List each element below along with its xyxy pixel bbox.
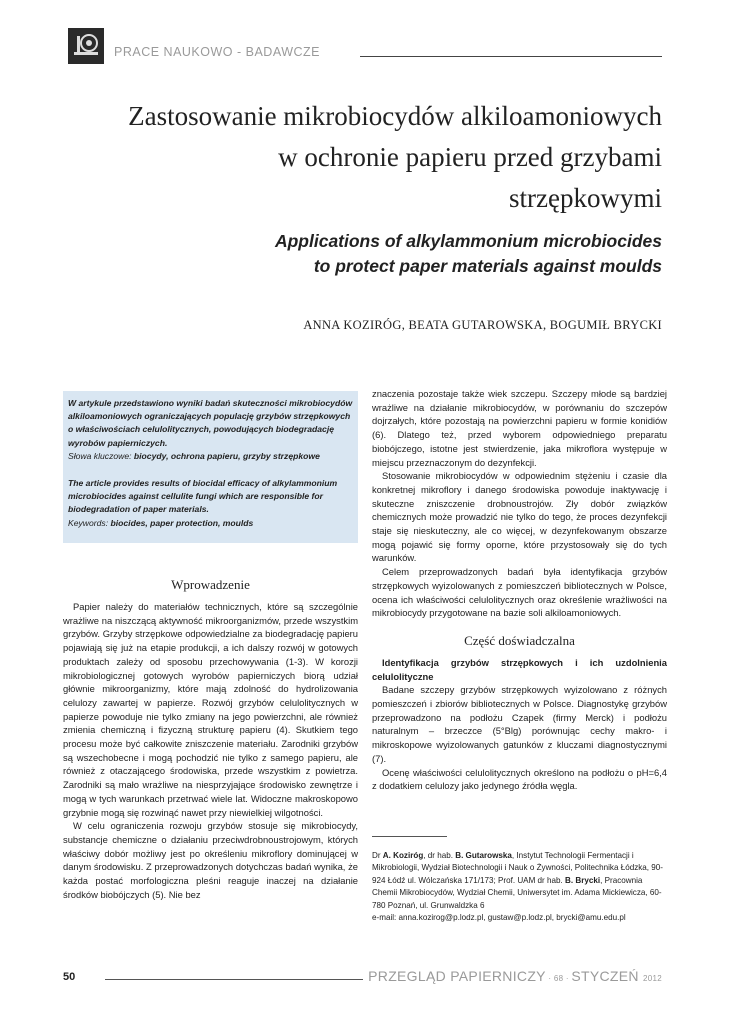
title-polish-line: Zastosowanie mikrobiocydów alkiloamoniowych	[128, 101, 662, 131]
abstract-english: The article provides results of biocidal efficacy of alkylammonium microbiocides against cellulite fungi which are responsible for biodegradation of paper materials.	[68, 478, 338, 515]
paragraph: Papier należy do materiałów technicznych, które są szczególnie wrażliwe na niszczącą aktywność mikroorganizmów, przede wszystkim grzybów. Grzyby strzępkowe odpowiedzialne za biodegradację papieru pojawiają się już na etapie produkcji, a ich dalszy rozwój w gotowych produktach zależy od sposobu przechowywania (1-3). W korozji mikrobiologicznej gotowych wyrobów papierniczych biorą udział głównie mikroorganizmy, które mają zdolność do hydrolizowania celulozy zawartej w papierze. Rozwój grzybów celulolitycznych w papierze powoduje nie tylko zmiany na jego powierzchni, ale również zmienia chemiczną i fizyczną strukturę papieru (4). Skutkiem tego procesu może być całkowite zniszczenie materiału. Zarodniki grzybów są wszechobecne i mogą pochodzić nie tylko z samego papieru, ale również z otaczającego środowiska, przede wszystkim z powietrza. Zarodniki są mało wrażliwe na niesprzyjające środowisko zewnętrze i mogą w tych warunkach przetrwać wiele lat. Widoczne makroskopowo grzybnie mogą się rozwinąć nawet przy niewielkiej wilgotności.	[63, 601, 358, 818]
section-heading-experimental: Część doświadczalna	[464, 632, 575, 648]
page-number: 50	[63, 971, 76, 983]
journal-year: 2012	[643, 974, 662, 983]
author-name: A. Koziróg	[382, 851, 424, 860]
author-name: B. Gutarowska	[455, 851, 512, 860]
author-name: B. Brycki	[565, 875, 601, 885]
abstract-box	[63, 391, 358, 543]
affiliations: Dr A. Koziróg, dr hab. B. Gutarowska, Instytut Technologii Fermentacji i Mikrobiologii, Wydział Biotechnologii i Nauk o Żywności, Politechnika Łódzka, 90-924 Łódź ul. Wólczańska 171/173; Prof. UAM dr hab. B. Brycki, Pracownia Chemii Mikrobiocydów, Wydział Chemii, Uniwersytet im. Adama Mickiewicza, 60-780 Poznań, ul. Grunwaldzka 6	[372, 851, 663, 910]
paragraph: Stosowanie mikrobiocydów w odpowiednim stężeniu i czasie dla konkretnej mikroflory i danego środowiska powoduje inaktywację i skuteczne zniszczenie drobnoustrojów. Zły dobór związków chemicznych może prowadzić nie tylko do tego, że proces dezynfekcji staje się nieskuteczny, ale co więcej, w dezynfekowanym obszarze mogą pojawić się formy oporne, które przystosowały się do tych warunków.	[372, 470, 667, 564]
page-header	[68, 28, 668, 68]
section-label: PRACE NAUKOWO - BADAWCZE	[114, 45, 320, 59]
keywords-label: Keywords:	[68, 517, 109, 528]
footnote-rule	[372, 836, 447, 837]
journal-volume: 68	[553, 974, 564, 983]
title-polish-line: w ochronie papieru przed grzybami	[278, 142, 662, 172]
footer-rule	[105, 979, 363, 980]
keywords-english	[68, 517, 353, 530]
title-polish-line: strzępkowymi	[509, 183, 662, 213]
keywords-text: biocydy, ochrona papieru, grzyby strzępkowe	[133, 450, 320, 461]
paragraph: Badane szczepy grzybów strzępkowych wyizolowano z różnych pomieszczeń i zbiorów bibliotecznych w Polsce. Diagnostykę grzybów przeprowadzono na podłożu Czapek (firmy Merck) i podłożu naturalnym – brzeczce (5°Blg) porównując cechy makro- i mikroskopowe wyizolowanych gatunków z kluczami diagnostycznymi (7).	[372, 684, 667, 764]
paragraph: Celem przeprowadzonych badań była identyfikacja grzybów strzępkowych wyizolowanych z pomieszczeń bibliotecznych w Polsce, ocena ich właściwości celulolitycznych oraz określenie wrażliwości na mikrobiocydy przygotowane na bazie soli alkiloamoniowych.	[372, 566, 667, 619]
journal-month: STYCZEŃ	[571, 968, 639, 984]
title-english	[62, 229, 662, 279]
paragraph: Ocenę właściwości celulolitycznych określono na podłożu o pH=6,4 z dodatkiem celulozy jako jedynego źródła węgla.	[372, 766, 667, 792]
right-column	[372, 387, 667, 793]
keywords-text: biocides, paper protection, moulds	[110, 517, 254, 528]
author-footnote	[372, 850, 667, 924]
email-line: e-mail: anna.kozirog@p.lodz.pl, gustaw@p.lodz.pl, brycki@amu.edu.pl	[372, 913, 626, 923]
abstract-polish: W artykule przedstawiono wyniki badań skuteczności mikrobiocydów alkiloamoniowych ograniczających populację grzybów strzępkowych o właściwościach celulolitycznych, powodujących biodegradację wyrobów papierniczych.	[68, 398, 353, 448]
subsection-heading: Identyfikacja grzybów strzępkowych i ich uzdolnienia celulolityczne	[372, 656, 667, 682]
journal-footer: PRZEGLĄD PAPIERNICZY · 68 · STYCZEŃ 2012	[368, 968, 662, 984]
keywords-polish	[68, 450, 353, 463]
title-english-line: to protect paper materials against moulds	[313, 256, 662, 276]
authors: ANNA KOZIRÓG, BEATA GUTAROWSKA, BOGUMIŁ BRYCKI	[303, 318, 662, 332]
keywords-label: Słowa kluczowe:	[68, 450, 132, 461]
journal-logo	[68, 28, 104, 64]
paragraph: znaczenia pozostaje także wiek szczepu. Szczepy młode są bardziej wrażliwe na działanie mikrobiocydów, w porównaniu do szczepów dojrzałych, które pozostają na powierzchni papieru w formie konidiów (6). Dlatego też, przed wyborem odpowiedniego preparatu biobójczego, istotne jest stwierdzenie, jaka mikroflora występuje w miejscu przeznaczonym do dezynfekcji.	[372, 388, 667, 468]
title-english-line: Applications of alkylammonium microbiocides	[274, 231, 662, 251]
left-column	[63, 576, 358, 901]
title-polish	[62, 96, 662, 219]
header-rule	[360, 56, 662, 57]
section-heading-intro: Wprowadzenie	[171, 577, 250, 592]
journal-name: PRZEGLĄD PAPIERNICZY	[368, 968, 546, 984]
paragraph: W celu ograniczenia rozwoju grzybów stosuje się mikrobiocydy, substancje chemiczne o działaniu przeciwdrobnoustrojowym, których właściwy dobór możliwy jest po określeniu mikroflory dominującej w danym środowisku. Z przeprowadzonych dotychczas badań wynika, że każda postać morfologiczna pleśni reaguje inaczej na działanie środków biobójczych (5). Nie bez	[63, 820, 358, 900]
